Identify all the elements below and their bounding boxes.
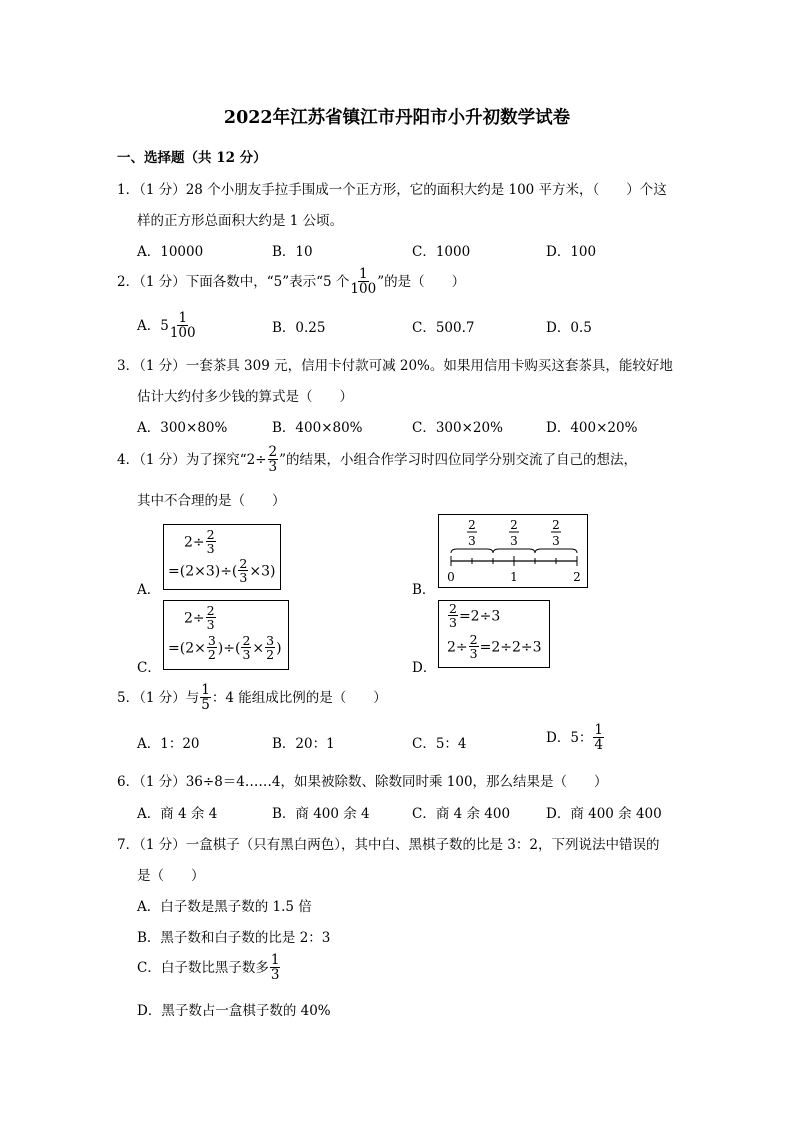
number-line-diagram — [439, 515, 587, 587]
q3-line1: 3．（1 分）一套茶具 309 元，信用卡付款可减 20%。如果用信用卡购买这套茶具，能较好地 — [117, 358, 673, 374]
box-c-d2: 3 — [242, 647, 251, 663]
q5-frac-num: 1 — [201, 682, 210, 698]
box-a-l1-num: 2 — [206, 527, 215, 542]
box-d-l1-frac — [448, 602, 458, 629]
box-c-l1-frac — [206, 604, 216, 631]
q2-option-a-fraction — [170, 311, 196, 340]
q4-option-a-box[interactable] — [163, 524, 281, 590]
box-c-l2-a: =(2× — [168, 640, 206, 657]
box-c-n1: 3 — [207, 633, 216, 648]
box-d-l2-left: 2÷ — [447, 639, 468, 656]
tick-label-1: 1 — [510, 570, 518, 584]
q7-option-c[interactable] — [137, 954, 281, 983]
box-a-l1-frac — [206, 528, 216, 555]
q5-option-c[interactable]: C．5：4 — [412, 736, 467, 752]
brace-arc-2 — [493, 549, 535, 553]
q7-option-c-pre: C．白子数比黑子数多 — [137, 960, 269, 977]
box-c-l1-num: 2 — [206, 603, 215, 618]
q4-fraction — [268, 445, 279, 474]
box-d-line2 — [447, 634, 542, 661]
box-d-l1-num: 2 — [449, 601, 457, 616]
q5-option-d[interactable] — [546, 724, 605, 753]
q3-option-b[interactable]: B．400×80% — [272, 420, 363, 436]
q5-stem-post: ：4 能组成比例的是（ ） — [211, 690, 387, 707]
q2-option-a-whole: 5 — [160, 318, 169, 335]
box-a-line2 — [168, 558, 275, 585]
q7-option-c-num: 1 — [270, 952, 280, 968]
box-a-l1-left: 2÷ — [184, 534, 205, 551]
q3-line2: 估计大约付多少钱的算式是（ ） — [137, 389, 353, 405]
q4-line2: 其中不合理的是（ ） — [137, 493, 286, 509]
q6-option-b[interactable]: B．商 400 余 4 — [272, 806, 370, 822]
box-c-l2-c: × — [252, 640, 265, 657]
box-a-l2-left: =(2×3)÷( — [168, 563, 238, 580]
q4-stem-post: ”的结果，小组合作学习时四位同学分别交流了自己的想法， — [279, 452, 638, 469]
q3-option-a[interactable]: A．300×80% — [137, 420, 228, 436]
q5-option-d-label: D．5： — [546, 730, 593, 747]
q4-option-a-label[interactable]: A． — [137, 582, 161, 598]
q6-option-c[interactable]: C．商 4 余 400 — [412, 806, 511, 822]
q5-option-b[interactable]: B．20：1 — [272, 736, 335, 752]
box-c-frac-2 — [241, 634, 251, 661]
box-d-l2-right: =2÷2÷3 — [479, 639, 542, 656]
q4-option-d-label[interactable]: D． — [412, 660, 437, 676]
box-a-l2-frac — [238, 557, 248, 584]
box-a-l1-den: 3 — [206, 541, 215, 557]
box-c-n2: 2 — [242, 633, 251, 648]
q3-option-d[interactable]: D．400×20% — [546, 420, 638, 436]
nl-frac-num-3: 2 — [552, 518, 560, 532]
q2-stem — [117, 268, 465, 297]
nl-frac-num-1: 2 — [468, 518, 476, 532]
nl-frac-den-1: 3 — [468, 534, 476, 548]
q4-option-b-label[interactable]: B． — [412, 582, 436, 598]
box-c-line1 — [184, 605, 217, 632]
box-d-l1-den: 3 — [449, 615, 457, 631]
q2-option-a-num: 1 — [178, 310, 188, 326]
q2-option-a-den: 100 — [169, 325, 196, 342]
q4-frac-den: 3 — [268, 459, 278, 476]
box-a-l2-num: 2 — [239, 556, 248, 571]
q7-option-c-fraction — [270, 953, 281, 982]
brace-arc-3 — [535, 549, 577, 553]
q5-stem-pre: 5．（1 分）与 — [117, 690, 200, 707]
q3-option-c[interactable]: C．300×20% — [412, 420, 503, 436]
q5-option-d-fraction — [593, 723, 604, 752]
q4-option-c-box[interactable] — [163, 600, 289, 670]
box-c-line2 — [168, 635, 282, 662]
box-d-l2-frac — [469, 633, 479, 660]
q5-option-a[interactable]: A．1：20 — [137, 736, 200, 752]
box-d-l1-right: =2÷3 — [458, 608, 501, 625]
box-d-l2-den: 3 — [469, 646, 478, 662]
nl-frac-den-3: 3 — [552, 534, 560, 548]
box-c-frac-1 — [207, 634, 217, 661]
box-c-l2-b: )÷( — [217, 640, 241, 657]
q2-stem-post: ”的是（ ） — [377, 274, 466, 291]
q6-option-a[interactable]: A．商 4 余 4 — [137, 806, 218, 822]
number-line-fractions — [467, 518, 561, 548]
box-c-d3: 2 — [266, 647, 275, 663]
box-c-n3: 3 — [266, 633, 275, 648]
q4-option-c-label[interactable]: C． — [137, 660, 161, 676]
q5-frac-den: 5 — [201, 697, 210, 714]
tick-label-2: 2 — [573, 570, 581, 584]
q6-option-d[interactable]: D．商 400 余 400 — [546, 806, 662, 822]
q7-option-a[interactable]: A．白子数是黑子数的 1.5 倍 — [137, 899, 312, 915]
nl-frac-den-2: 3 — [510, 534, 518, 548]
page-title: 2022年江苏省镇江市丹阳市小升初数学试卷 — [223, 108, 571, 128]
q4-option-b-box[interactable] — [438, 514, 588, 588]
box-d-line1 — [447, 603, 500, 630]
q1-option-b[interactable]: B．10 — [272, 244, 313, 260]
q2-option-c[interactable]: C．500.7 — [412, 320, 475, 336]
box-c-l1-left: 2÷ — [184, 610, 205, 627]
q7-option-d[interactable]: D．黑子数占一盒棋子数的 40% — [137, 1003, 331, 1019]
box-c-frac-3 — [265, 634, 275, 661]
box-c-l2-d: ) — [276, 640, 282, 657]
q5-option-d-num: 1 — [594, 722, 604, 738]
q4-frac-num: 2 — [268, 444, 278, 460]
q2-fraction — [350, 267, 376, 296]
box-c-l1-den: 3 — [206, 617, 215, 633]
q1-option-a[interactable]: A．10000 — [137, 244, 204, 260]
q1-line2: 样的正方形总面积大约是 1 公顷。 — [137, 213, 344, 229]
q4-expr-left: 2÷ — [246, 452, 267, 469]
q5-stem — [117, 684, 387, 713]
q2-stem-pre: 2．（1 分）下面各数中，“5”表示“5 个 — [117, 274, 350, 291]
q2-option-b[interactable]: B．0.25 — [272, 320, 326, 336]
q2-frac-num: 1 — [359, 266, 368, 282]
q2-option-d[interactable]: D．0.5 — [546, 320, 592, 336]
q1-option-d[interactable]: D．100 — [546, 244, 597, 260]
section-heading: 一、选择题（共 12 分） — [117, 150, 267, 166]
box-c-d1: 2 — [207, 647, 216, 663]
q7-option-b[interactable]: B．黑子数和白子数的比是 2：3 — [137, 930, 331, 946]
box-a-line1 — [184, 529, 217, 556]
q5-option-d-den: 4 — [594, 737, 604, 754]
brace-arc-1 — [451, 549, 493, 553]
q4-stem — [117, 446, 637, 475]
q2-frac-den: 100 — [350, 281, 377, 298]
q7-line1: 7．（1 分）一盒棋子（只有黑白两色），其中白、黑棋子数的比是 3：2，下列说法中错误的 — [117, 837, 660, 853]
box-a-l2-den: 3 — [239, 570, 248, 586]
brace-arcs — [451, 549, 577, 553]
q2-option-a-label: A． — [137, 318, 161, 335]
nl-frac-num-2: 2 — [510, 518, 518, 532]
q1-option-c[interactable]: C．1000 — [412, 244, 471, 260]
box-d-l2-num: 2 — [469, 632, 478, 647]
q7-option-c-den: 3 — [270, 967, 280, 984]
q7-line2: 是（ ） — [137, 868, 205, 884]
q2-option-a[interactable] — [137, 312, 197, 341]
q5-fraction — [200, 683, 211, 712]
box-a-l2-right: ×3) — [249, 563, 276, 580]
q1-line1: 1．（1 分）28 个小朋友手拉手围成一个正方形，它的面积大约是 100 平方米，（ ）个这 — [117, 182, 667, 198]
q6-line1: 6．（1 分）36÷8＝4……4，如果被除数、除数同时乘 100，那么结果是（ ） — [117, 774, 608, 790]
q4-stem-pre: 4．（1 分）为了探究“ — [117, 452, 247, 469]
tick-label-0: 0 — [447, 570, 455, 584]
q4-option-d-box[interactable] — [438, 600, 550, 668]
